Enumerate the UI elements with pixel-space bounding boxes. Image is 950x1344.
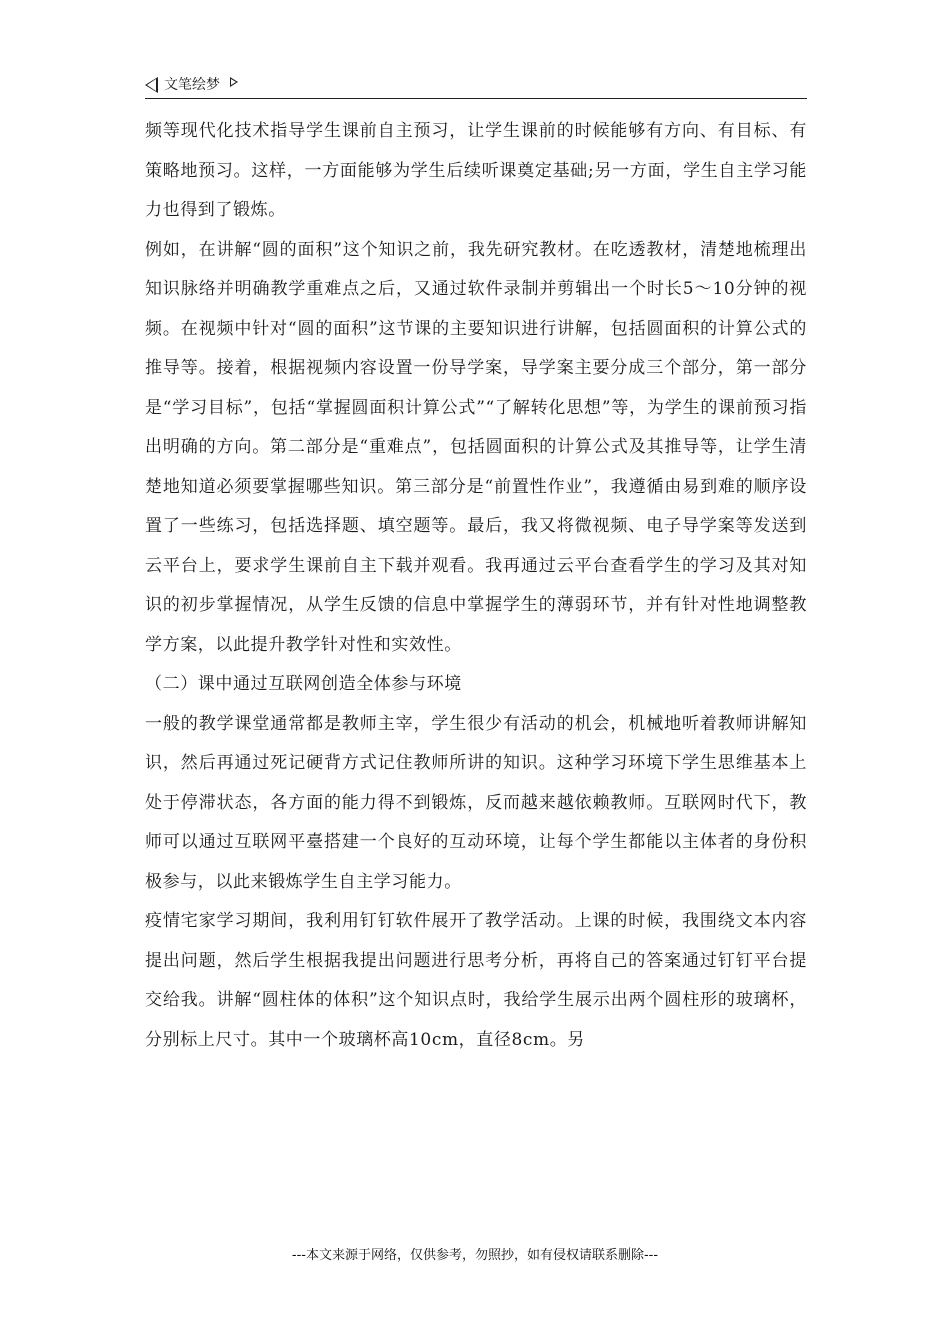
- document-body: [145, 112, 807, 1060]
- paragraph: 一般的教学课堂通常都是教师主宰，学生很少有活动的机会，机械地听着教师讲解知识，然后再通过死记硬背方式记住教师所讲的知识。这种学习环境下学生思维基本上处于停滞状态，各方面的能力得不到锻炼，反而越来越依赖教师。互联网时代下，教师可以通过互联网平臺搭建一个良好的互动环境，让每个学生都能以主体者的身份积极参与，以此来锻炼学生自主学习能力。: [145, 713, 807, 892]
- paragraph: 频等现代化技术指导学生课前自主预习，让学生课前的时候能够有方向、有目标、有策略地预习。这样，一方面能够为学生后续听课奠定基础;另一方面，学生自主学习能力也得到了锻炼。: [145, 121, 807, 220]
- header-title: 文笔绘梦: [164, 77, 220, 93]
- paragraph: 例如，在讲解“圆的面积”这个知识之前，我先研究教材。在吃透教材，清楚地梳理出知识脉络并明确教学重难点之后，又通过软件录制并剪辑出一个时长5～10分钟的视频。在视频中针对“圆的面积”这节课的主要知识进行讲解，包括圆面积的计算公式的推导等。接着，根据视频内容设置一份导学案，导学案主要分成三个部分，第一部分是“学习目标”，包括“掌握圆面积计算公式”“了解转化思想”等，为学生的课前预习指出明确的方向。第二部分是“重难点”，包括圆面积的计算公式及其推导等，让学生清楚地知道必须要掌握哪些知识。第三部分是“前置性作业”，我遵循由易到难的顺序设置了一些练习，包括选择题、填空题等。最后，我又将微视频、电子导学案等发送到云平台上，要求学生课前自主下载并观看。我再通过云平台查看学生的学习及其对知识的初步掌握情况，从学生反馈的信息中掌握学生的薄弱环节，并有针对性地调整教学方案，以此提升教学针对性和实效性。: [145, 239, 807, 655]
- triangle-left-icon: [145, 77, 158, 93]
- triangle-right-icon: [230, 77, 238, 87]
- section-heading: （二）课中通过互联网创造全体参与环境: [145, 674, 462, 694]
- paragraph: 疫情宅家学习期间，我利用钉钉软件展开了教学活动。上课的时候，我围绕文本内容提出问题，然后学生根据我提出问题进行思考分析，再将自己的答案通过钉钉平台提交给我。讲解“圆柱体的体积”这个知识点时，我给学生展示出两个圆柱形的玻璃杯，分别标上尺寸。其中一个玻璃杯高10cm，直径8cm。另: [145, 911, 807, 1050]
- footer-notice: ---本文来源于网络，仅供参考，勿照抄，如有侵权请联系删除---: [291, 1248, 659, 1263]
- page-header: [145, 72, 807, 99]
